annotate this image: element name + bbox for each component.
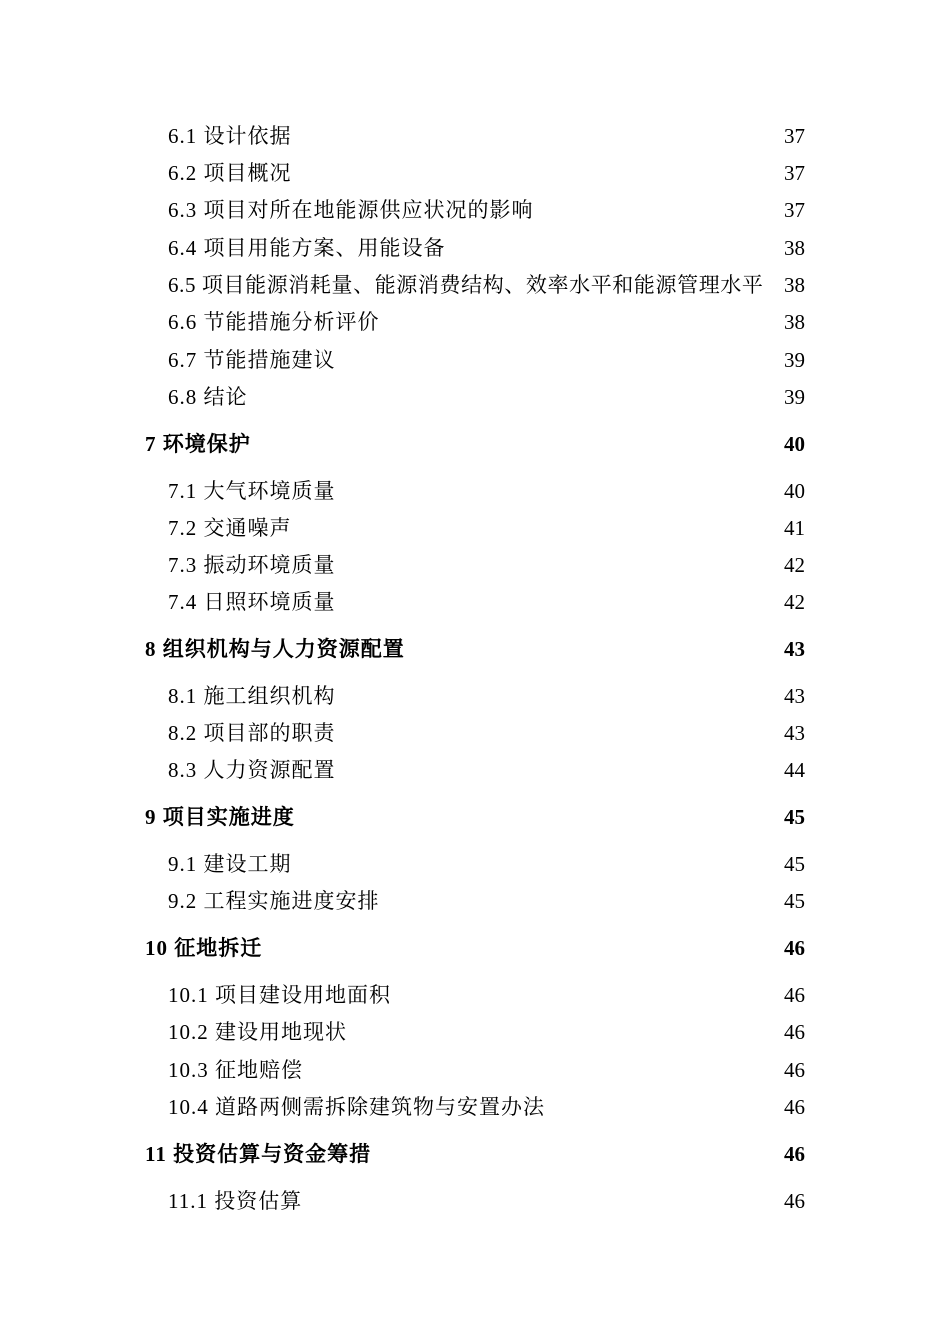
toc-entry-page: 45 — [784, 852, 805, 876]
toc-chapter[interactable] — [0, 429, 950, 459]
toc-entry[interactable] — [0, 195, 950, 225]
toc-entry[interactable] — [0, 270, 950, 300]
toc-chapter-page: 45 — [784, 805, 805, 829]
toc-entry-title: 9.1 建设工期 — [168, 852, 292, 876]
toc-entry[interactable] — [0, 849, 950, 879]
toc-chapter-title: 11 投资估算与资金筹措 — [145, 1142, 372, 1166]
toc-entry-title: 8.1 施工组织机构 — [168, 684, 336, 708]
toc-entry[interactable] — [0, 1055, 950, 1085]
toc-entry-title: 7.2 交通噪声 — [168, 516, 292, 540]
toc-entry[interactable] — [0, 158, 950, 188]
toc-entry-page: 43 — [784, 684, 805, 708]
toc-entry-title: 6.6 节能措施分析评价 — [168, 310, 380, 334]
toc-entry[interactable] — [0, 1186, 950, 1216]
toc-entry-page: 41 — [784, 516, 805, 540]
toc-entry-page: 46 — [784, 983, 805, 1007]
toc-entry[interactable] — [0, 980, 950, 1010]
toc-entry[interactable] — [0, 1092, 950, 1122]
toc-entry-page: 37 — [784, 161, 805, 185]
toc-entry-title: 7.1 大气环境质量 — [168, 479, 336, 503]
toc-entry-page: 45 — [784, 889, 805, 913]
toc-entry[interactable] — [0, 307, 950, 337]
toc-entry-page: 38 — [784, 310, 805, 334]
toc-entry-page: 42 — [784, 553, 805, 577]
toc-entry-page: 40 — [784, 479, 805, 503]
toc-entry[interactable] — [0, 345, 950, 375]
toc-entry-page: 39 — [784, 385, 805, 409]
toc-chapter-title: 10 征地拆迁 — [145, 936, 263, 960]
toc-entry-title: 7.4 日照环境质量 — [168, 590, 336, 614]
toc-entry-title: 6.2 项目概况 — [168, 161, 292, 185]
toc-entry-title: 10.1 项目建设用地面积 — [168, 983, 391, 1007]
toc-entry-title: 6.5 项目能源消耗量、能源消费结构、效率水平和能源管理水平 — [168, 273, 764, 297]
toc-entry[interactable] — [0, 233, 950, 263]
toc-entry[interactable] — [0, 886, 950, 916]
toc-entry-title: 6.1 设计依据 — [168, 124, 292, 148]
toc-entry-title: 10.3 征地赔偿 — [168, 1058, 303, 1082]
toc-entry-page: 42 — [784, 590, 805, 614]
toc-entry[interactable] — [0, 513, 950, 543]
toc-entry-title: 7.3 振动环境质量 — [168, 553, 336, 577]
toc-entry-page: 39 — [784, 348, 805, 372]
toc-entry[interactable] — [0, 681, 950, 711]
toc-entry-page: 46 — [784, 1189, 805, 1213]
toc-chapter-title: 8 组织机构与人力资源配置 — [145, 637, 405, 661]
toc-entry-page: 43 — [784, 721, 805, 745]
toc-chapter-page: 46 — [784, 1142, 805, 1166]
toc-entry-title: 8.3 人力资源配置 — [168, 758, 336, 782]
toc-entry-title: 6.3 项目对所在地能源供应状况的影响 — [168, 198, 534, 222]
toc-entry[interactable] — [0, 587, 950, 617]
toc-chapter[interactable] — [0, 634, 950, 664]
toc-entry[interactable] — [0, 382, 950, 412]
toc-chapter-page: 40 — [784, 432, 805, 456]
toc-entry-page: 37 — [784, 198, 805, 222]
toc-entry-page: 38 — [784, 236, 805, 260]
toc-entry-title: 6.8 结论 — [168, 385, 248, 409]
toc-chapter-page: 46 — [784, 936, 805, 960]
toc-entry[interactable] — [0, 121, 950, 151]
toc-entry[interactable] — [0, 550, 950, 580]
toc-entry-title: 8.2 项目部的职责 — [168, 721, 336, 745]
toc-entry-title: 10.4 道路两侧需拆除建筑物与安置办法 — [168, 1095, 545, 1119]
toc-entry-title: 10.2 建设用地现状 — [168, 1020, 347, 1044]
toc-entry-title: 6.4 项目用能方案、用能设备 — [168, 236, 446, 260]
toc-chapter-page: 43 — [784, 637, 805, 661]
toc-entry-page: 38 — [784, 273, 805, 297]
toc-entry[interactable] — [0, 1017, 950, 1047]
toc-entry-page: 44 — [784, 758, 805, 782]
toc-entry-page: 46 — [784, 1058, 805, 1082]
toc-chapter[interactable] — [0, 1139, 950, 1169]
toc-chapter-title: 9 项目实施进度 — [145, 805, 295, 829]
toc-entry-page: 37 — [784, 124, 805, 148]
toc-chapter[interactable] — [0, 933, 950, 963]
toc-entry[interactable] — [0, 476, 950, 506]
toc-entry[interactable] — [0, 755, 950, 785]
toc-chapter[interactable] — [0, 802, 950, 832]
toc-entry[interactable] — [0, 718, 950, 748]
toc-entry-title: 6.7 节能措施建议 — [168, 348, 336, 372]
toc-entry-page: 46 — [784, 1020, 805, 1044]
toc-entry-page: 46 — [784, 1095, 805, 1119]
toc-chapter-title: 7 环境保护 — [145, 432, 251, 456]
toc-entry-title: 9.2 工程实施进度安排 — [168, 889, 380, 913]
toc-entry-title: 11.1 投资估算 — [168, 1189, 303, 1213]
